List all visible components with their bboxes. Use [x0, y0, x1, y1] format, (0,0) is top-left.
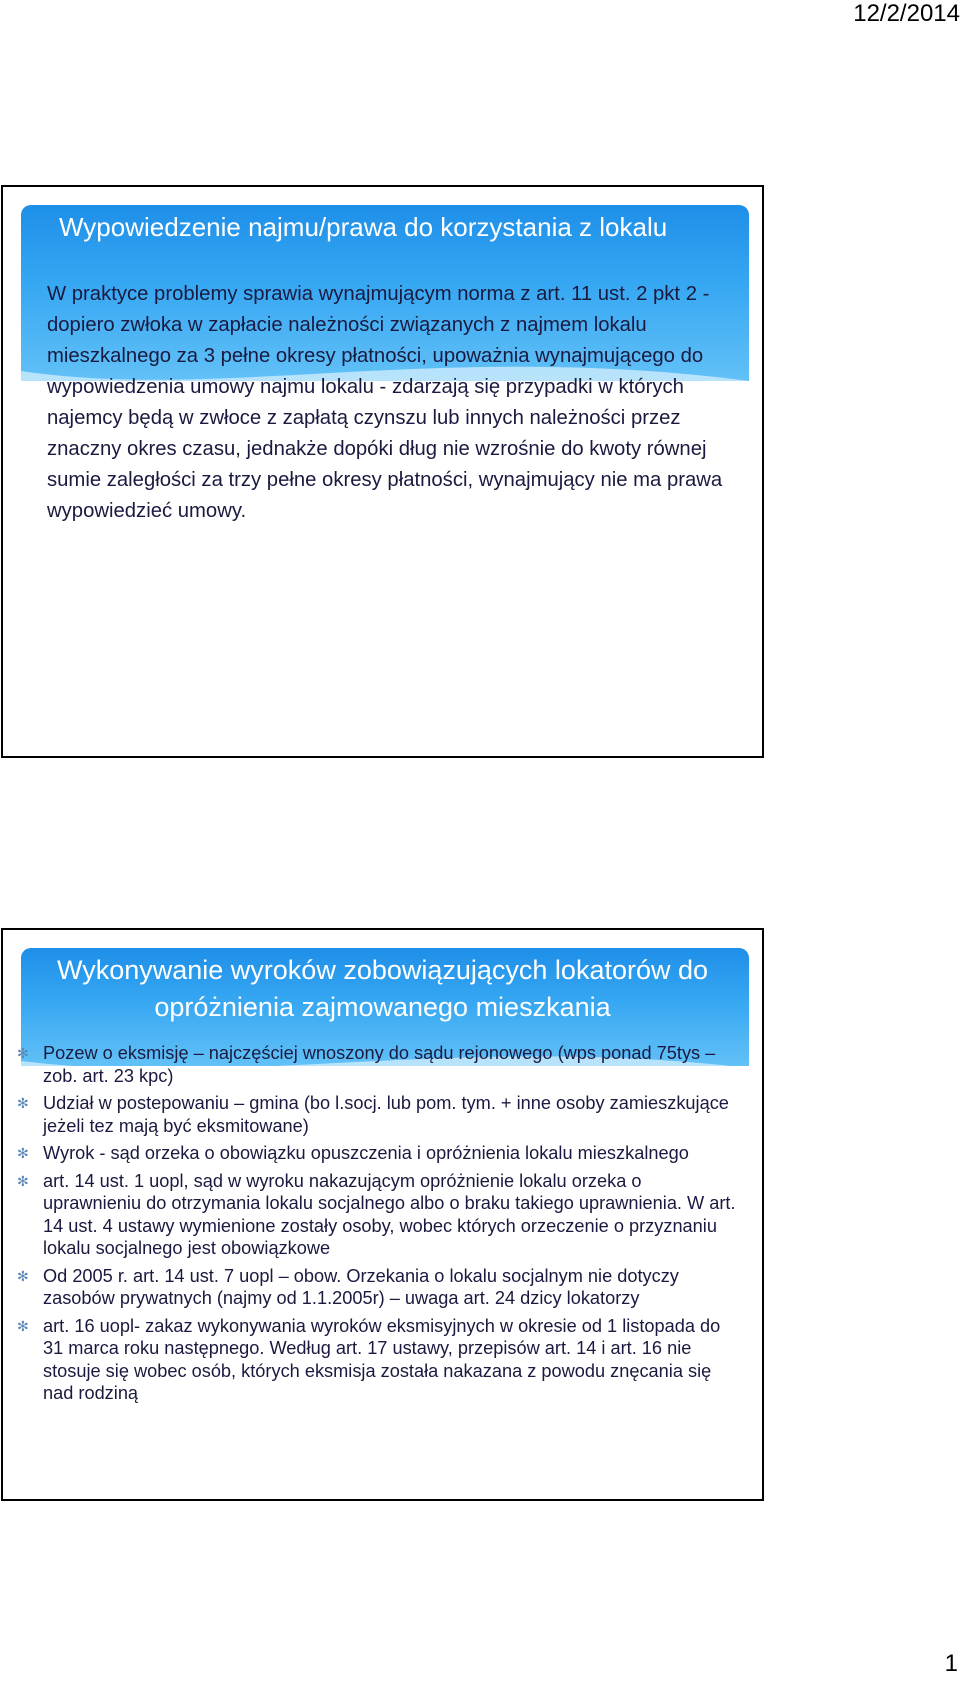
- list-item-text: Udział w postepowaniu – gmina (bo l.socj. lub pom. tym. + inne osoby zamieszkujące jeżeli tez mają być eksmitowane): [43, 1093, 729, 1136]
- slide-title: Wypowiedzenie najmu/prawa do korzystania z lokalu: [59, 212, 668, 242]
- list-item-text: Wyrok - sąd orzeka o obowiązku opuszczenia i opróżnienia lokalu mieszkalnego: [43, 1143, 689, 1163]
- list-item-text: Od 2005 r. art. 14 ust. 7 uopl – obow. Orzekania o lokalu socjalnym nie dotyczy zasobów prywatnych (najmy od 1.1.2005r) – uwaga art. 24 dzicy lokatorzy: [43, 1265, 679, 1308]
- list-item-text: Pozew o eksmisję – najczęściej wnoszony do sądu rejonowego (wps ponad 75tys – zob. art. 23 kpc): [43, 1043, 716, 1086]
- bullet-asterisk-icon: ✻: [17, 1317, 29, 1334]
- list-item: [3, 1315, 743, 1405]
- list-item: [3, 1265, 743, 1310]
- slide-body-text: W praktyce problemy sprawia wynajmującym norma z art. 11 ust. 2 pkt 2 - dopiero zwłoka w zapłacie należności związanych z najmem lokalu mieszkalnego za 3 pełne okresy płatności, upoważnia wynajmującego do wypowiedzenia umowy najmu lokalu - zdarzają się przypadki w których najemcy będą w zwłoce z zapłatą czynszu lub innych należności przez znaczny okres czasu, jednakże dopóki dług nie wzrośnie do kwoty równej sumie zaległości za trzy pełne okresy płatności, wynajmujący nie ma prawa wypowiedzieć umowy.: [47, 283, 723, 522]
- list-item: [3, 1092, 743, 1137]
- list-item: [3, 1170, 743, 1260]
- list-item: [3, 1042, 743, 1087]
- bullet-list: [3, 1042, 763, 1410]
- bullet-asterisk-icon: ✻: [17, 1045, 29, 1061]
- slide-title-line-1: Wykonywanie wyroków zobowiązujących lokatorów do: [56, 955, 709, 985]
- bullet-asterisk-icon: ✻: [17, 1267, 29, 1284]
- bullet-asterisk-icon: ✻: [17, 1145, 29, 1161]
- slide-2: [1, 928, 764, 1501]
- slide-title-line-2: opróżnienia zajmowanego mieszkania: [154, 992, 611, 1022]
- list-item: [3, 1142, 743, 1165]
- slide-1: [1, 185, 764, 758]
- page-number: 1: [944, 1650, 958, 1677]
- bullet-asterisk-icon: ✻: [17, 1095, 29, 1111]
- list-item-text: art. 14 ust. 1 uopl, sąd w wyroku nakazującym opróżnienie lokalu orzeka o uprawnieniu do otrzymania lokalu socjalnego albo o braku takiego uprawnienia. W art. 14 ust. 4 ustawy wymienione zostały osoby, wobec których orzeczenie o przyznaniu lokalu socjalnego jest obowiązkowe: [43, 1170, 736, 1258]
- list-item-text: art. 16 uopl- zakaz wykonywania wyroków eksmisyjnych w okresie od 1 listopada do 31 marca roku następnego. Według art. 17 ustawy, przepisów art. 14 i art. 16 nie stosuje się wobec osób, których eksmisja została nakazana z powodu znęcania się nad rodziną: [43, 1315, 721, 1403]
- page-date: 12/2/2014: [853, 0, 960, 27]
- bullet-asterisk-icon: ✻: [17, 1172, 29, 1189]
- slide-title: [3, 952, 762, 1026]
